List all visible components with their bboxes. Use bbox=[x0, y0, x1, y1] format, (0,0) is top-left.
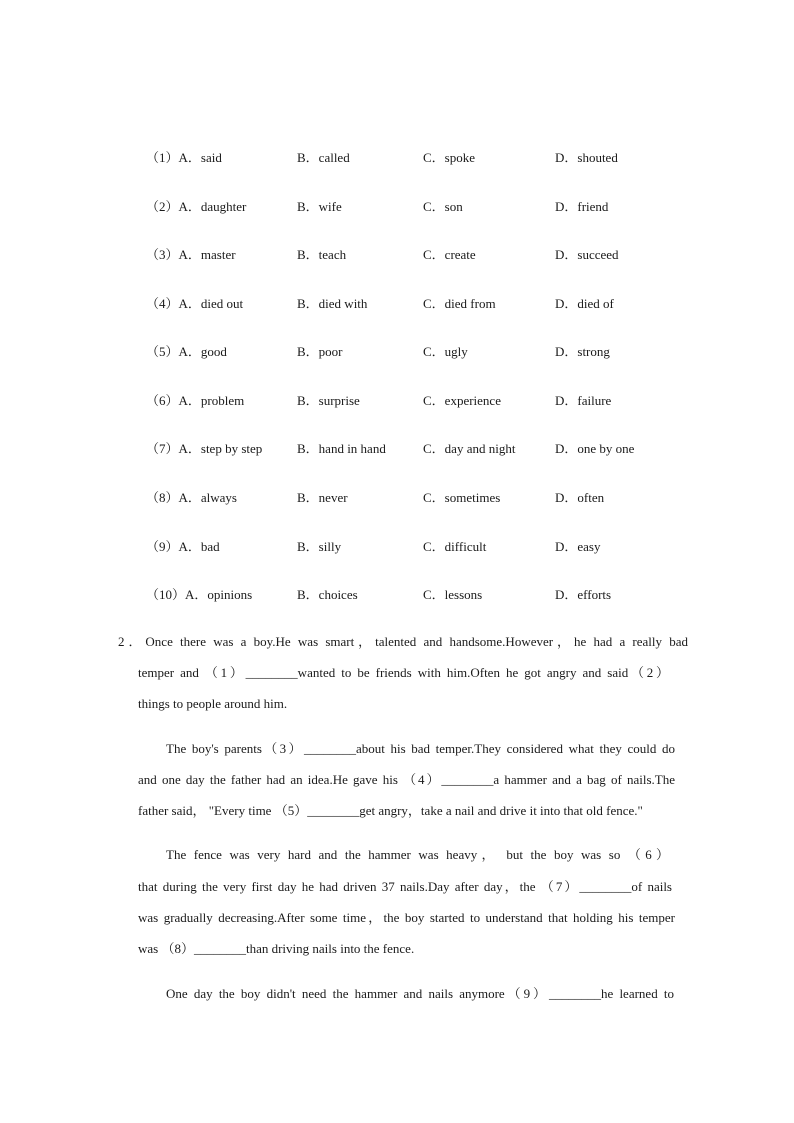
option-row-1 bbox=[0, 148, 794, 168]
option-a: （9）A．bad bbox=[146, 539, 220, 554]
option-c: C．son bbox=[423, 199, 463, 214]
option-b: B．hand in hand bbox=[297, 441, 386, 456]
option-a: （2）A．daughter bbox=[146, 199, 247, 214]
option-row-3 bbox=[0, 245, 794, 265]
option-d: D．one by one bbox=[555, 441, 635, 456]
option-b: B．called bbox=[297, 150, 350, 165]
passage-line: father said， "Every time （5）________get angry，take a nail and drive it into that old fence." bbox=[138, 803, 643, 818]
option-d: D．easy bbox=[555, 539, 601, 554]
option-a: （10）A．opinions bbox=[146, 587, 253, 602]
passage-line: was gradually decreasing.After some time，the boy started to understand that holding his temper bbox=[138, 910, 675, 925]
option-c: C．difficult bbox=[423, 539, 487, 554]
passage-line: One day the boy didn't need the hammer and nails anymore（9）________he learned to bbox=[166, 986, 674, 1001]
option-d: D．failure bbox=[555, 393, 612, 408]
option-b: B．silly bbox=[297, 539, 342, 554]
option-row-7 bbox=[0, 439, 794, 459]
option-b: B．died with bbox=[297, 296, 368, 311]
option-b: B．poor bbox=[297, 344, 343, 359]
option-row-9 bbox=[0, 537, 794, 557]
option-d: D．strong bbox=[555, 344, 610, 359]
passage-line: and one day the father had an idea.He gave his （4）________a hammer and a bag of nails.The bbox=[138, 772, 675, 787]
option-b: B．surprise bbox=[297, 393, 360, 408]
option-c: C．spoke bbox=[423, 150, 476, 165]
option-c: C．sometimes bbox=[423, 490, 501, 505]
passage-line: The fence was very hard and the hammer was heavy， but the boy was so （6） bbox=[166, 847, 669, 862]
option-c: C．lessons bbox=[423, 587, 483, 602]
passage-line: The boy's parents（3）________about his bad temper.They considered what they could do bbox=[166, 741, 675, 756]
option-a: （3）A．master bbox=[146, 247, 236, 262]
option-d: D．friend bbox=[555, 199, 609, 214]
option-row-8 bbox=[0, 488, 794, 508]
option-d: D．efforts bbox=[555, 587, 612, 602]
option-a: （7）A．step by step bbox=[146, 441, 263, 456]
option-b: B．choices bbox=[297, 587, 358, 602]
passage-line: was （8）________than driving nails into the fence. bbox=[138, 941, 415, 956]
option-a: （6）A．problem bbox=[146, 393, 245, 408]
option-a: （8）A．always bbox=[146, 490, 237, 505]
option-row-2 bbox=[0, 197, 794, 217]
option-row-6 bbox=[0, 391, 794, 411]
option-c: C．create bbox=[423, 247, 476, 262]
passage-line: that during the very first day he had driven 37 nails.Day after day，the （7）________of nails bbox=[138, 879, 672, 894]
option-c: C．day and night bbox=[423, 441, 516, 456]
option-a: （4）A．died out bbox=[146, 296, 244, 311]
option-b: B．never bbox=[297, 490, 348, 505]
option-a: （5）A．good bbox=[146, 344, 227, 359]
option-c: C．ugly bbox=[423, 344, 468, 359]
option-b: B．teach bbox=[297, 247, 347, 262]
option-d: D．often bbox=[555, 490, 605, 505]
option-c: C．experience bbox=[423, 393, 501, 408]
option-d: D．succeed bbox=[555, 247, 619, 262]
option-a: （1）A．said bbox=[146, 150, 222, 165]
option-row-5 bbox=[0, 342, 794, 362]
option-c: C．died from bbox=[423, 296, 496, 311]
option-d: D．died of bbox=[555, 296, 614, 311]
option-d: D．shouted bbox=[555, 150, 618, 165]
passage-line: 2．Once there was a boy.He was smart，talented and handsome.However，he had a really bad bbox=[118, 634, 688, 649]
option-row-10 bbox=[0, 585, 794, 605]
passage-line: temper and （1）________wanted to be friends with him.Often he got angry and said（2） bbox=[138, 665, 669, 680]
option-row-4 bbox=[0, 294, 794, 314]
option-b: B．wife bbox=[297, 199, 342, 214]
passage-line: things to people around him. bbox=[138, 696, 288, 711]
